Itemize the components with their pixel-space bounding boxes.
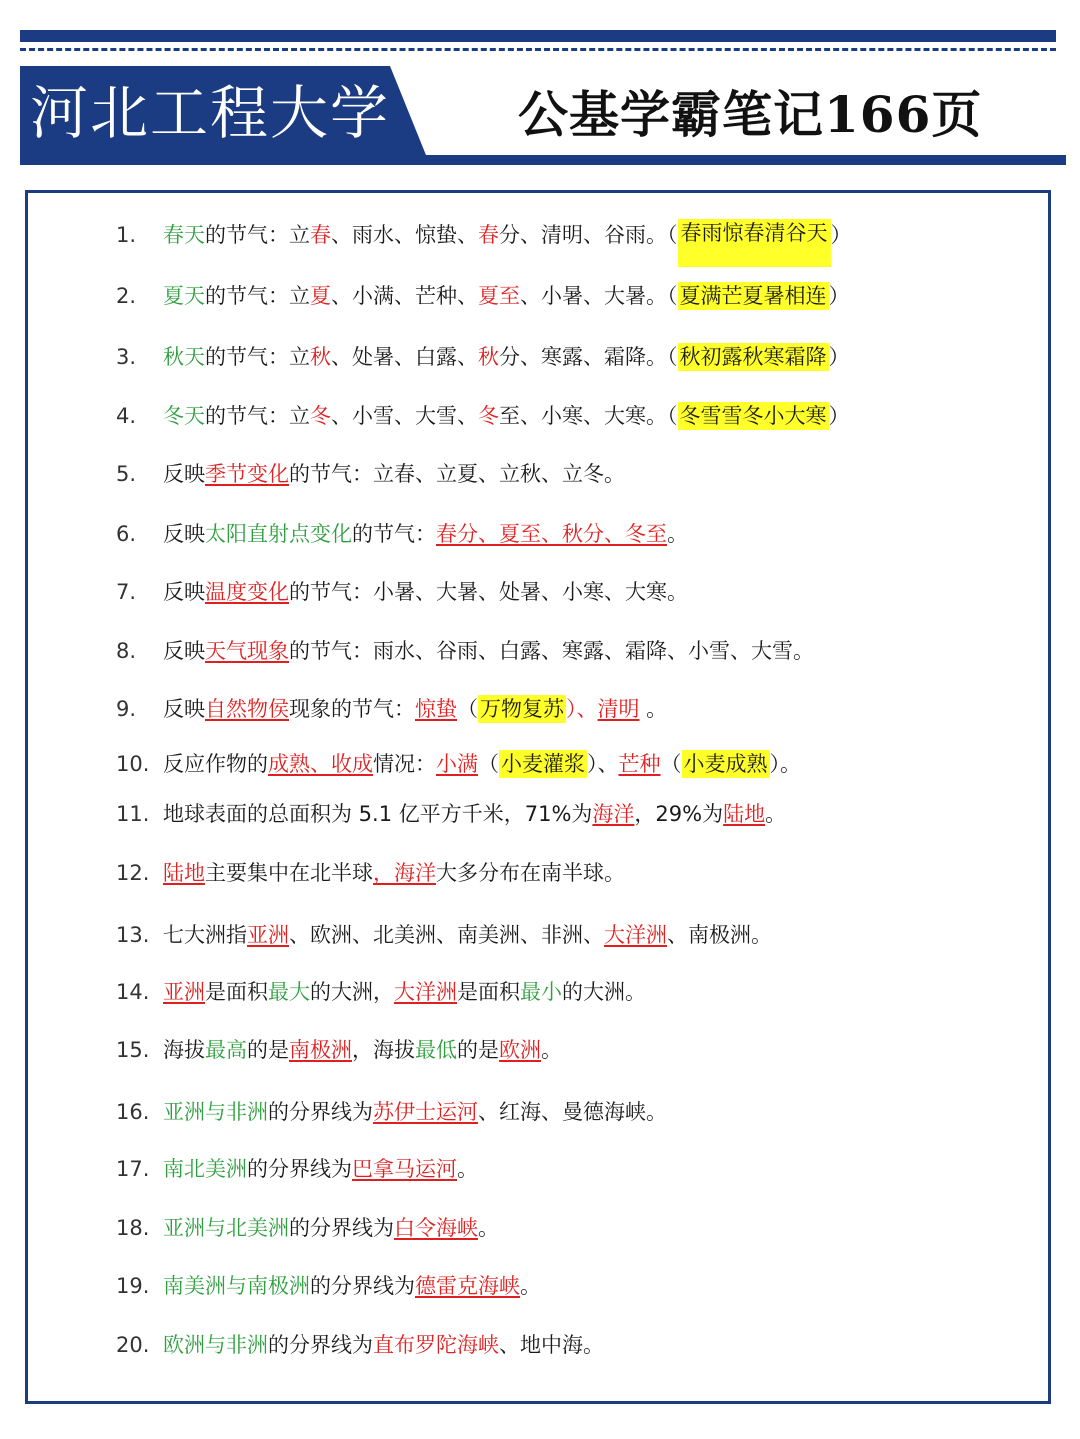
key-answer: 直布罗陀海峡 <box>373 1333 499 1357</box>
region-term: 亚洲与北美洲 <box>163 1216 289 1240</box>
note-text: 。 <box>667 522 688 546</box>
note-number: 8. <box>116 639 137 663</box>
note-text: 的大洲， <box>310 980 394 1004</box>
note-text: 。 <box>457 1157 478 1181</box>
season-term: 冬天 <box>163 404 205 428</box>
note-text: 海拔 <box>163 1038 205 1062</box>
note-number: 17. <box>116 1157 150 1181</box>
note-number: 7. <box>116 580 137 604</box>
note-line-1 <box>116 219 852 267</box>
note-line-19 <box>116 1270 541 1302</box>
note-number: 6. <box>116 522 137 546</box>
note-text: 。 <box>520 1274 541 1298</box>
note-text: 、处暑、白露、 <box>331 345 478 369</box>
note-text: 是面积 <box>205 980 268 1004</box>
note-line-8 <box>116 635 814 667</box>
key-term: 自然物侯 <box>205 697 289 721</box>
note-text: 、小暑、大暑。（ <box>520 284 678 308</box>
note-text: 反映 <box>163 697 205 721</box>
note-number: 2. <box>116 284 137 308</box>
note-number: 14. <box>116 980 150 1004</box>
note-number: 16. <box>116 1100 150 1124</box>
note-text: 地球表面的总面积为 5.1 亿平方千米，71%为 <box>163 802 593 826</box>
key-answer: 海洋 <box>592 802 635 826</box>
note-line-12 <box>116 857 625 889</box>
note-text: 是面积 <box>457 980 520 1004</box>
note-text: 分、清明、谷雨。（ <box>499 223 678 247</box>
note-text: 的节气：立 <box>205 404 310 428</box>
note-text: ） <box>828 284 850 308</box>
note-text: 的是 <box>247 1038 289 1062</box>
note-text: 的节气：立 <box>205 223 310 247</box>
note-text: 。 <box>765 802 787 826</box>
note-number: 13. <box>116 923 150 947</box>
note-text: 情况： <box>373 752 436 776</box>
note-text: 、小雪、大雪、 <box>331 404 478 428</box>
note-text: 反映 <box>163 580 205 604</box>
region-term: 南美洲与南极洲 <box>163 1274 310 1298</box>
key-qualifier: 最大 <box>268 980 310 1004</box>
note-highlight: 小麦灌浆 <box>501 752 585 776</box>
note-text: 现象的节气： <box>289 697 415 721</box>
key-answer: 白令海峡 <box>394 1216 478 1240</box>
note-line-18 <box>116 1212 499 1244</box>
note-line-13 <box>116 919 772 951</box>
note-text: 的节气： <box>352 522 436 546</box>
note-text: 的分界线为 <box>310 1274 415 1298</box>
key-answer: 春分、夏至、秋分、冬至 <box>436 522 667 546</box>
key-char: 夏至 <box>478 284 520 308</box>
note-number: 15. <box>116 1038 150 1062</box>
region-term: 南北美洲 <box>163 1157 247 1181</box>
note-number: 5. <box>116 462 137 486</box>
region-term: 欧洲与非洲 <box>163 1333 268 1357</box>
note-text: 的节气：立 <box>205 284 310 308</box>
note-text: 的大洲。 <box>562 980 646 1004</box>
note-text: 的节气：立 <box>205 345 310 369</box>
note-line-10 <box>116 748 801 780</box>
note-number: 1. <box>116 223 137 247</box>
note-text: 反映 <box>163 522 205 546</box>
key-char: 夏 <box>310 284 331 308</box>
note-line-15 <box>116 1034 562 1066</box>
key-term: 亚洲 <box>163 980 205 1004</box>
note-text: 大多分布在南半球。 <box>436 861 625 885</box>
key-term: ，海洋 <box>373 861 436 885</box>
note-line-6 <box>116 518 688 550</box>
note-text: 分、寒露、霜降。（ <box>499 345 678 369</box>
key-char: 冬 <box>310 404 331 428</box>
note-text: 的分界线为 <box>268 1333 373 1357</box>
key-term: 天气现象 <box>205 639 289 663</box>
note-line-17 <box>116 1153 478 1185</box>
key-answer: 陆地 <box>723 802 766 826</box>
note-text: 、欧洲、北美洲、南美洲、非洲、 <box>289 923 604 947</box>
note-text: 、南极洲。 <box>667 923 772 947</box>
note-line-4 <box>116 400 850 432</box>
key-answer: 苏伊士运河 <box>373 1100 478 1124</box>
note-line-11 <box>116 798 786 830</box>
key-qualifier: 最低 <box>415 1038 457 1062</box>
key-answer: 南极洲 <box>289 1038 352 1062</box>
note-line-16 <box>116 1096 667 1128</box>
note-number: 9. <box>116 697 137 721</box>
note-number: 12. <box>116 861 150 885</box>
season-term: 秋天 <box>163 345 205 369</box>
key-char: 冬 <box>478 404 499 428</box>
note-text: 的是 <box>457 1038 499 1062</box>
note-text: 的分界线为 <box>268 1100 373 1124</box>
note-text: 反应作物的 <box>163 752 268 776</box>
note-number: 20. <box>116 1333 150 1357</box>
note-number: 10. <box>116 752 150 776</box>
season-term: 春天 <box>163 223 205 247</box>
key-answer: 亚洲 <box>247 923 289 947</box>
header-top-bar <box>20 30 1056 42</box>
note-line-20 <box>116 1329 604 1361</box>
note-line-9 <box>116 693 667 725</box>
note-number: 11. <box>116 802 150 826</box>
key-char: 春 <box>310 223 331 247</box>
note-text: ，29%为 <box>634 802 724 826</box>
note-line-7 <box>116 576 688 608</box>
key-answer: 巴拿马运河 <box>352 1157 457 1181</box>
key-term: 太阳直射点变化 <box>205 522 352 546</box>
note-text: 、雨水、惊蛰、 <box>331 223 478 247</box>
header-bottom-rule <box>20 155 1066 165</box>
key-term: 季节变化 <box>205 462 289 486</box>
key-answer: 小满 <box>436 752 478 776</box>
key-char: 秋 <box>478 345 499 369</box>
key-answer: 大洋洲 <box>604 923 667 947</box>
key-answer: 惊蛰 <box>415 697 457 721</box>
note-text: （ <box>478 752 499 776</box>
note-text: 的节气：小暑、大暑、处暑、小寒、大寒。 <box>289 580 688 604</box>
note-text: ）。 <box>769 752 801 776</box>
mnemonic-highlight: 秋初露秋寒霜降 <box>679 345 827 369</box>
note-line-5 <box>116 458 625 490</box>
note-text: 反映 <box>163 639 205 663</box>
key-answer: 德雷克海峡 <box>415 1274 520 1298</box>
note-text: 的分界线为 <box>247 1157 352 1181</box>
key-answer: 清明 <box>597 697 640 721</box>
note-line-2 <box>116 280 850 312</box>
note-text: ）、 <box>566 697 598 721</box>
key-term: 大洋洲 <box>394 980 457 1004</box>
key-term: 成熟、收成 <box>268 752 373 776</box>
note-text: （ <box>660 752 682 776</box>
document-title: 公基学霸笔记166页 <box>518 85 983 144</box>
note-text: 主要集中在北半球 <box>205 861 373 885</box>
note-number: 19. <box>116 1274 150 1298</box>
note-text: 的分界线为 <box>289 1216 394 1240</box>
note-text: 、地中海。 <box>499 1333 604 1357</box>
region-term: 亚洲与非洲 <box>163 1100 268 1124</box>
note-line-3 <box>116 341 850 373</box>
note-text: ） <box>828 345 850 369</box>
key-char: 春 <box>478 223 499 247</box>
key-answer: 芒种 <box>618 752 661 776</box>
school-name: 河北工程大学 <box>30 79 391 147</box>
key-qualifier: 最高 <box>205 1038 247 1062</box>
note-number: 3. <box>116 345 137 369</box>
note-text: 。 <box>541 1038 562 1062</box>
note-text: 、红海、曼德海峡。 <box>478 1100 667 1124</box>
note-text: 的节气：立春、立夏、立秋、立冬。 <box>289 462 625 486</box>
mnemonic-highlight: 春雨惊春清谷天 <box>678 219 831 267</box>
key-term: 温度变化 <box>205 580 289 604</box>
header-dashed-rule <box>20 48 1056 51</box>
key-qualifier: 最小 <box>520 980 562 1004</box>
note-text: ，海拔 <box>352 1038 415 1062</box>
note-text: 七大洲指 <box>163 923 247 947</box>
note-number: 4. <box>116 404 137 428</box>
note-line-14 <box>116 976 646 1008</box>
note-highlight: 万物复苏 <box>480 697 564 721</box>
season-term: 夏天 <box>163 284 205 308</box>
note-text: 反映 <box>163 462 205 486</box>
note-text: ） <box>830 223 852 247</box>
note-number: 18. <box>116 1216 150 1240</box>
note-text: 、小满、芒种、 <box>331 284 478 308</box>
key-char: 秋 <box>310 345 331 369</box>
key-answer: 欧洲 <box>499 1038 541 1062</box>
note-text: 至、小寒、大寒。（ <box>499 404 678 428</box>
note-text: （ <box>457 697 478 721</box>
mnemonic-highlight: 冬雪雪冬小大寒 <box>679 404 827 428</box>
key-term: 陆地 <box>163 861 205 885</box>
note-text: 。 <box>639 697 668 721</box>
note-text: 。 <box>478 1216 499 1240</box>
mnemonic-highlight: 夏满芒夏暑相连 <box>679 284 827 308</box>
note-text: 的节气：雨水、谷雨、白露、寒露、霜降、小雪、大雪。 <box>289 639 814 663</box>
note-highlight: 小麦成熟 <box>683 752 768 776</box>
note-text: ）、 <box>587 752 619 776</box>
note-text: ） <box>828 404 850 428</box>
